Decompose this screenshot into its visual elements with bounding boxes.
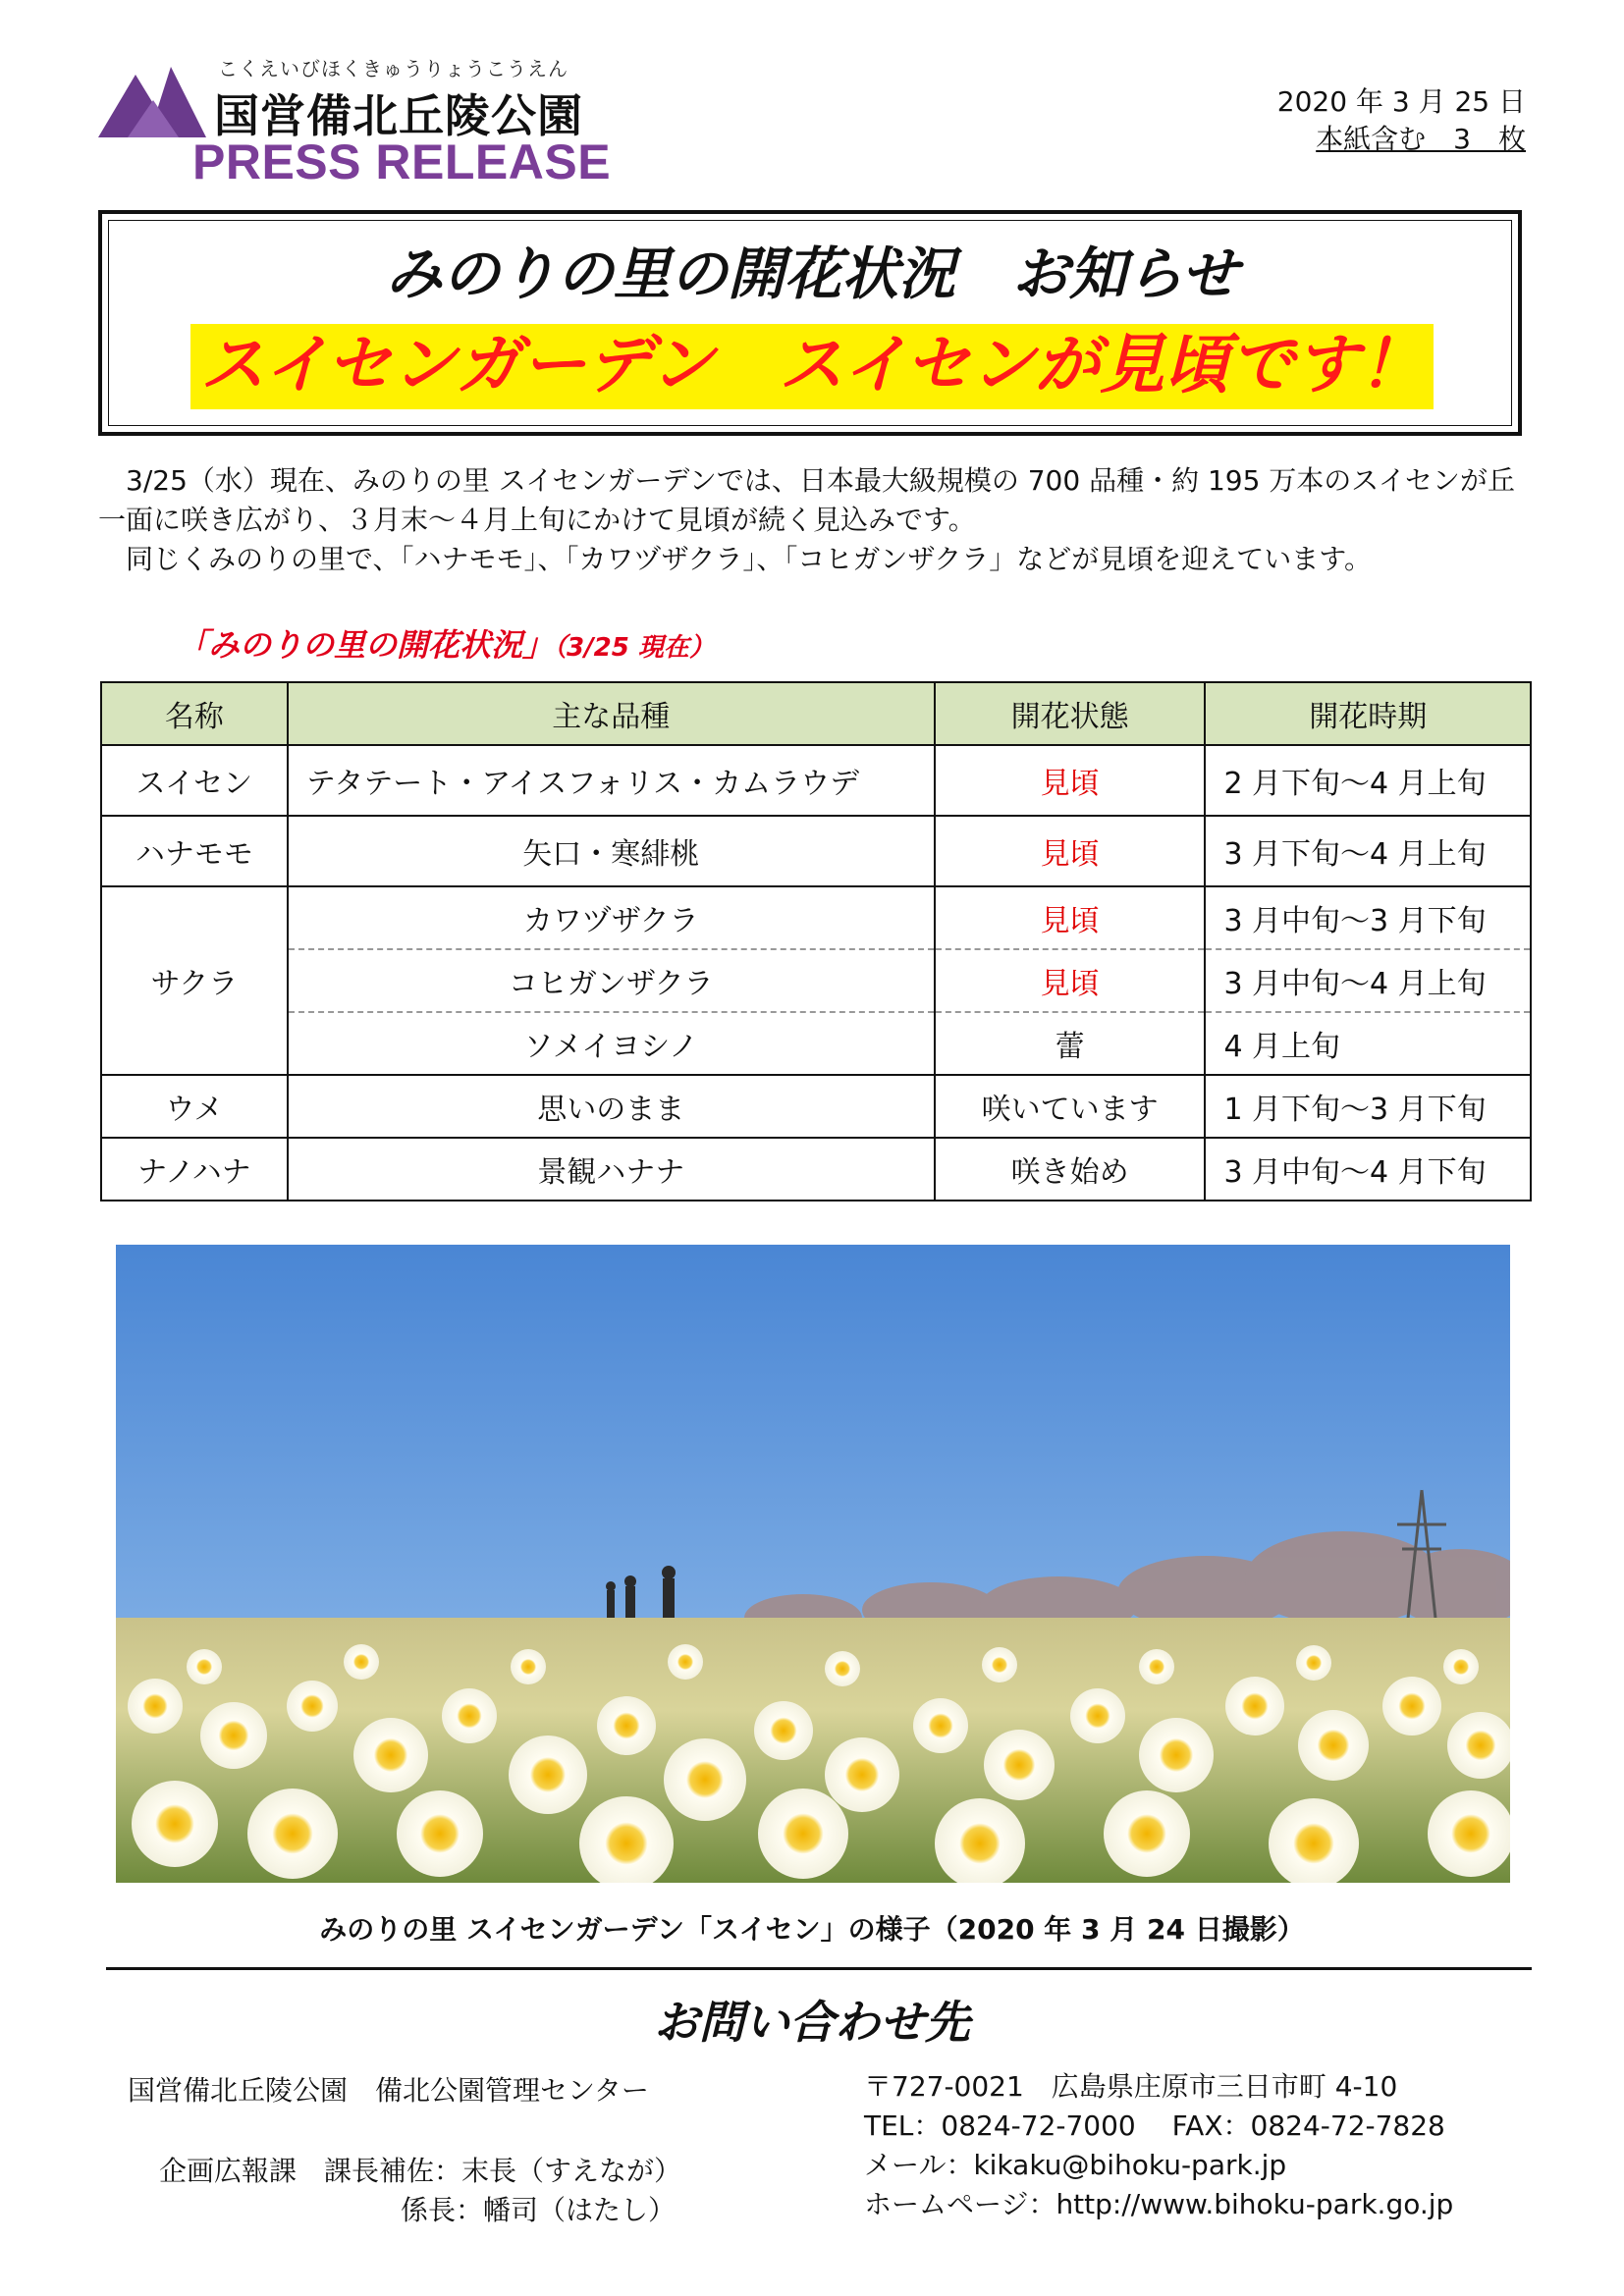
cell-name: ウメ bbox=[101, 1075, 288, 1138]
table-row bbox=[101, 1075, 1531, 1138]
table-row bbox=[101, 1138, 1531, 1201]
press-release-label: PRESS RELEASE bbox=[192, 134, 612, 189]
contact-address: 〒727-0021 広島県庄原市三日市町 4-10 bbox=[864, 2070, 1398, 2103]
title-line-2: スイセンガーデン スイセンが見頃です！ bbox=[190, 324, 1434, 409]
cell-status: 蕾 bbox=[935, 1012, 1206, 1075]
table-row bbox=[101, 886, 1531, 949]
logo-name: 国営備北丘陵公園 bbox=[214, 89, 583, 142]
cell-period: 1 月下旬～3 月下旬 bbox=[1205, 1075, 1531, 1138]
cell-variety: ソメイヨシノ bbox=[288, 1012, 935, 1075]
cell-name: ハナモモ bbox=[101, 816, 288, 886]
contact-email-link[interactable]: メール：kikaku@bihoku-park.jp bbox=[864, 2149, 1287, 2181]
cell-period: 3 月中旬～4 月下旬 bbox=[1205, 1138, 1531, 1201]
intro-paragraph-2: 同じくみのりの里で、「ハナモモ」、「カワヅザクラ」、「コヒガンザクラ」などが見頃を迎えています。 bbox=[98, 543, 1372, 575]
table-header-row bbox=[101, 682, 1531, 745]
logo-kana: こくえいびほくきゅうりょうこうえん bbox=[218, 57, 568, 80]
page-count: 本紙含む 3 枚 bbox=[1316, 123, 1526, 155]
cell-period: 4 月上旬 bbox=[1205, 1012, 1531, 1075]
cell-variety: テタテート・アイスフォリス・カムラウデ bbox=[288, 745, 935, 816]
section-heading-sub: （3/25 現在） bbox=[554, 633, 715, 663]
table-row bbox=[101, 1012, 1531, 1075]
contact-homepage-link[interactable]: ホームページ：http://www.bihoku-park.go.jp bbox=[864, 2188, 1454, 2220]
col-header-variety: 主な品種 bbox=[288, 682, 935, 745]
contact-staff: 係長：幡司（はたし） bbox=[401, 2194, 677, 2226]
table-row bbox=[101, 949, 1531, 1012]
daffodil-garden-photo bbox=[116, 1245, 1510, 1883]
col-header-period: 開花時期 bbox=[1205, 682, 1531, 745]
table-row bbox=[101, 745, 1531, 816]
col-header-status: 開花状態 bbox=[935, 682, 1206, 745]
cell-status: 咲き始め bbox=[935, 1138, 1206, 1201]
cell-variety: 思いのまま bbox=[288, 1075, 935, 1138]
cell-period: 3 月中旬～4 月上旬 bbox=[1205, 949, 1531, 1012]
cell-status: 見頃 bbox=[935, 745, 1206, 816]
park-logo-mountains bbox=[98, 63, 206, 137]
release-date: 2020 年 3 月 25 日 bbox=[1276, 85, 1526, 118]
cell-period: 2 月下旬～4 月上旬 bbox=[1205, 745, 1531, 816]
divider bbox=[106, 1967, 1532, 1970]
cell-name: ナノハナ bbox=[101, 1138, 288, 1201]
contact-heading: お問い合わせ先 bbox=[654, 1996, 970, 2049]
contact-organization: 国営備北丘陵公園 備北公園管理センター bbox=[128, 2074, 649, 2107]
section-heading bbox=[177, 620, 715, 666]
cell-period: 3 月中旬～3 月下旬 bbox=[1205, 886, 1531, 949]
cell-name: サクラ bbox=[101, 886, 288, 1075]
table-row bbox=[101, 816, 1531, 886]
contact-tel-fax: TEL：0824-72-7000 FAX：0824-72-7828 bbox=[864, 2109, 1445, 2142]
cell-variety: 景観ハナナ bbox=[288, 1138, 935, 1201]
cell-period: 3 月下旬～4 月上旬 bbox=[1205, 816, 1531, 886]
cell-status: 見頃 bbox=[935, 949, 1206, 1012]
intro-paragraph-1: 3/25（水）現在、みのりの里 スイセンガーデンでは、日本最大級規模の 700 品種・約 195 万本のスイセンが丘一面に咲き広がり、３月末～４月上旬にかけて見頃が続く見込みです。 bbox=[98, 464, 1515, 536]
cell-status: 咲いています bbox=[935, 1075, 1206, 1138]
cell-status: 見頃 bbox=[935, 816, 1206, 886]
title-line-1: みのりの里の開花状況 お知らせ bbox=[385, 240, 1239, 307]
cell-variety: カワヅザクラ bbox=[288, 886, 935, 949]
photo-caption: みのりの里 スイセンガーデン「スイセン」の様子（2020 年 3 月 24 日撮影） bbox=[319, 1913, 1305, 1946]
contact-department: 企画広報課 課長補佐：末長（すえなが） bbox=[159, 2155, 682, 2187]
cell-variety: 矢口・寒緋桃 bbox=[288, 816, 935, 886]
title-line-2-wrap bbox=[0, 324, 1624, 409]
col-header-name: 名称 bbox=[101, 682, 288, 745]
bloom-status-table bbox=[100, 681, 1532, 1201]
cell-variety: コヒガンザクラ bbox=[288, 949, 935, 1012]
cell-status: 見頃 bbox=[935, 886, 1206, 949]
section-heading-text: 「みのりの里の開花状況」 bbox=[177, 626, 555, 664]
cell-name: スイセン bbox=[101, 745, 288, 816]
